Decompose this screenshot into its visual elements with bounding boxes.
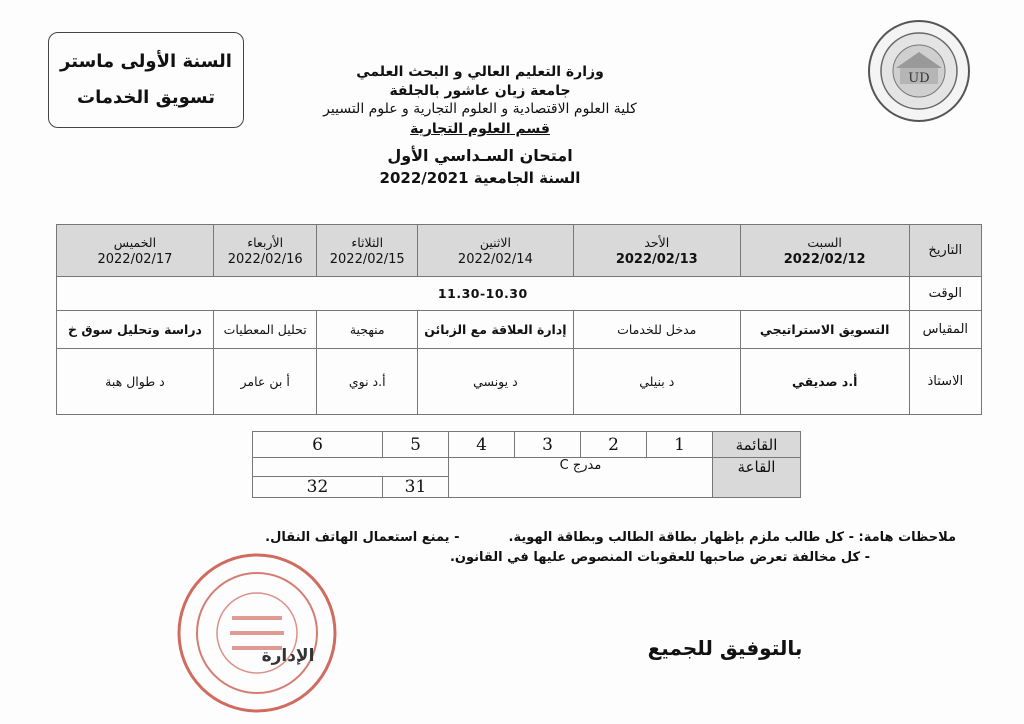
exam-title: امتحان السـداسي الأول — [387, 146, 573, 165]
teacher-cell: أ.د نوي — [317, 349, 418, 415]
module-cell: إدارة العلاقة مع الزبائن — [417, 311, 573, 349]
administration-signature: الإدارة — [261, 646, 315, 666]
teacher-cell: د يونسي — [417, 349, 573, 415]
teacher-cell: أ بن عامر — [213, 349, 317, 415]
day-cell: الثلاثاء 2022/02/15 — [317, 225, 418, 277]
official-stamp-icon — [172, 548, 342, 718]
module-cell: دراسة وتحليل سوق خ — [57, 311, 214, 349]
note-penalty: - كل مخالفة تعرض صاحبها للعقوبات المنصوص عليها في القانون. — [449, 550, 870, 565]
list-number: 5 — [383, 432, 449, 458]
module-cell: منهجية — [317, 311, 418, 349]
hall-room: 31 — [383, 477, 449, 498]
module-row-label: المقياس — [909, 311, 981, 349]
teacher-cell: د طوال هبة — [57, 349, 214, 415]
hall-label: القاعة — [713, 458, 801, 498]
halls-table — [252, 431, 801, 498]
academic-year: السنة الجامعية 2022/2021 — [379, 169, 581, 187]
teacher-cell: د بنيلي — [573, 349, 740, 415]
note-phone: - يمنع استعمال الهاتف النقال. — [265, 530, 460, 545]
day-cell: السبت 2022/02/12 — [740, 225, 909, 277]
list-number: 4 — [449, 432, 515, 458]
exam-schedule-table — [56, 224, 982, 415]
list-number: 6 — [253, 432, 383, 458]
program-year: السنة الأولى ماستر — [60, 51, 232, 72]
notes-section — [265, 528, 956, 568]
list-number: 1 — [647, 432, 713, 458]
program-box — [48, 32, 244, 128]
day-cell: الاثنين 2022/02/14 — [417, 225, 573, 277]
time-row — [57, 277, 982, 311]
program-specialty: تسويق الخدمات — [77, 87, 215, 108]
date-row — [57, 225, 982, 277]
note-id-card: - كل طالب ملزم بإظهار بطاقة الطالب وبطاقة الهوية. — [508, 530, 855, 545]
module-cell: مدخل للخدمات — [573, 311, 740, 349]
rooms-row — [253, 458, 801, 477]
exam-time: 11.30-10.30 — [57, 277, 910, 311]
teacher-row — [57, 349, 982, 415]
hall-room: 32 — [253, 477, 383, 498]
day-cell: الأحد 2022/02/13 — [573, 225, 740, 277]
department-name: قسم العلوم التجارية — [410, 121, 550, 137]
date-row-label: التاريخ — [909, 225, 981, 277]
hall-room: مدرج C — [449, 458, 713, 498]
lists-row — [253, 432, 801, 458]
module-cell: التسويق الاستراتيجي — [740, 311, 909, 349]
list-number: 2 — [581, 432, 647, 458]
university-logo-icon — [866, 18, 972, 124]
day-cell: الأربعاء 2022/02/16 — [213, 225, 317, 277]
time-row-label: الوقت — [909, 277, 981, 311]
logo-text: UD — [908, 71, 930, 86]
teacher-row-label: الاستاذ — [909, 349, 981, 415]
module-cell: تحليل المعطيات — [213, 311, 317, 349]
university-name: جامعة زيان عاشور بالجلفة — [389, 83, 571, 99]
teacher-cell: أ.د صديقي — [740, 349, 909, 415]
list-label: القائمة — [713, 432, 801, 458]
ministry-title: وزارة التعليم العالي و البحث العلمي — [356, 64, 604, 80]
module-row — [57, 311, 982, 349]
faculty-name: كلية العلوم الاقتصادية و العلوم التجارية و علوم التسيير — [323, 101, 637, 117]
notes-title: ملاحظات هامة: — [858, 530, 956, 545]
list-number: 3 — [515, 432, 581, 458]
farewell-text: بالتوفيق للجميع — [647, 636, 803, 660]
day-cell: الخميس 2022/02/17 — [57, 225, 214, 277]
